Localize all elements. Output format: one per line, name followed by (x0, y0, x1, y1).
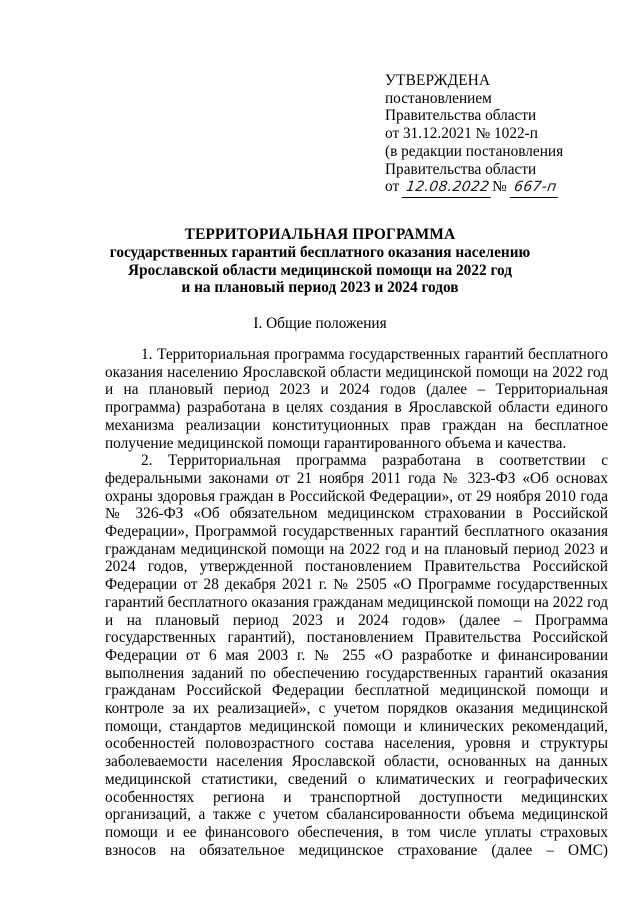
title-main: ТЕРРИТОРИАЛЬНАЯ ПРОГРАММА (184, 226, 456, 243)
approval-date-line: от 31.12.2021 № 1022-п (385, 125, 538, 143)
title-line-4: и на плановый период 2023 и 2024 годов (181, 279, 459, 297)
approval-authority-line-2: Правительства области (385, 160, 537, 178)
paragraph-2: 2. Территориальная программа разработана в соответствии с федеральными законами от 21 ноября 2011 года № 323-ФЗ «Об основах охраны здоровья граждан в Российской Федерации», от 29 ноября 2010 года № 326-ФЗ «Об обязательном медицинском страховании в Российской Федерации», Программой государственных гарантий бесплатного оказания гражданам медицинской помощи на 2022 год и на плановый период 2023 и 2024 годов, утвержденной постановлением Правительства Российской Федерации от 28 декабря 2021 г. № 2505 «О Программе государственных гарантий бесплатного оказания гражданам медицинской помощи на 2022 год и на плановый период 2023 и 2024 годов» (далее – Программа государственных гарантий), постановлением Правительства Российской Федерации от 6 мая 2003 г. № 255 «О разработке и финансировании выполнения заданий по обеспечению государственных гарантий оказания гражданам Российской Федерации бесплатной медицинской помощи и контроле за их реализацией», с учетом порядков оказания медицинской помощи, стандартов медицинской помощи и клинических рекомендаций, особенностей половозрастного состава населения, уровня и структуры заболеваемости населения Ярославской области, основанных на данных медицинской статистики, сведений о климатических и географических особенностях региона и транспортной доступности медицинских организаций, а также с учетом сбалансированности объема медицинской помощи и ее финансового обеспечения, в том числе уплаты страховых взносов на обязательное медицинское страхование (далее – ОМС) (105, 452, 608, 859)
body-text (105, 346, 608, 859)
approval-by-line: постановлением (385, 89, 492, 107)
approval-authority-line: Правительства области (385, 107, 537, 125)
handwritten-date: 12.08.2022 (402, 179, 494, 198)
title-line-3: Ярославской области медицинской помощи на 2022 год (128, 261, 512, 279)
document-title (100, 226, 540, 297)
approval-edition-line: (в редакции постановления (385, 142, 564, 160)
amendment-from-prefix: от (385, 178, 400, 196)
approval-block (385, 72, 615, 198)
amendment-number-sign: № (492, 178, 507, 196)
section-heading: I. Общие положения (253, 315, 387, 332)
paragraph-1: 1. Территориальная программа государственных гарантий бесплатного оказания населению Ярославской области медицинской помощи на 2022 год и на плановый период 2023 и 2024 годов (далее – Территориальная программа) разработана в целях создания в Ярославской области единого механизма реализации конституционных прав граждан на бесплатное получение медицинской помощи гарантированного объема и качества. (105, 346, 608, 452)
approval-status: УТВЕРЖДЕНА (385, 72, 491, 89)
amendment-date-line (385, 178, 615, 198)
title-line-2: государственных гарантий бесплатного оказания населению (109, 243, 531, 261)
handwritten-number: 667-п (509, 179, 560, 198)
